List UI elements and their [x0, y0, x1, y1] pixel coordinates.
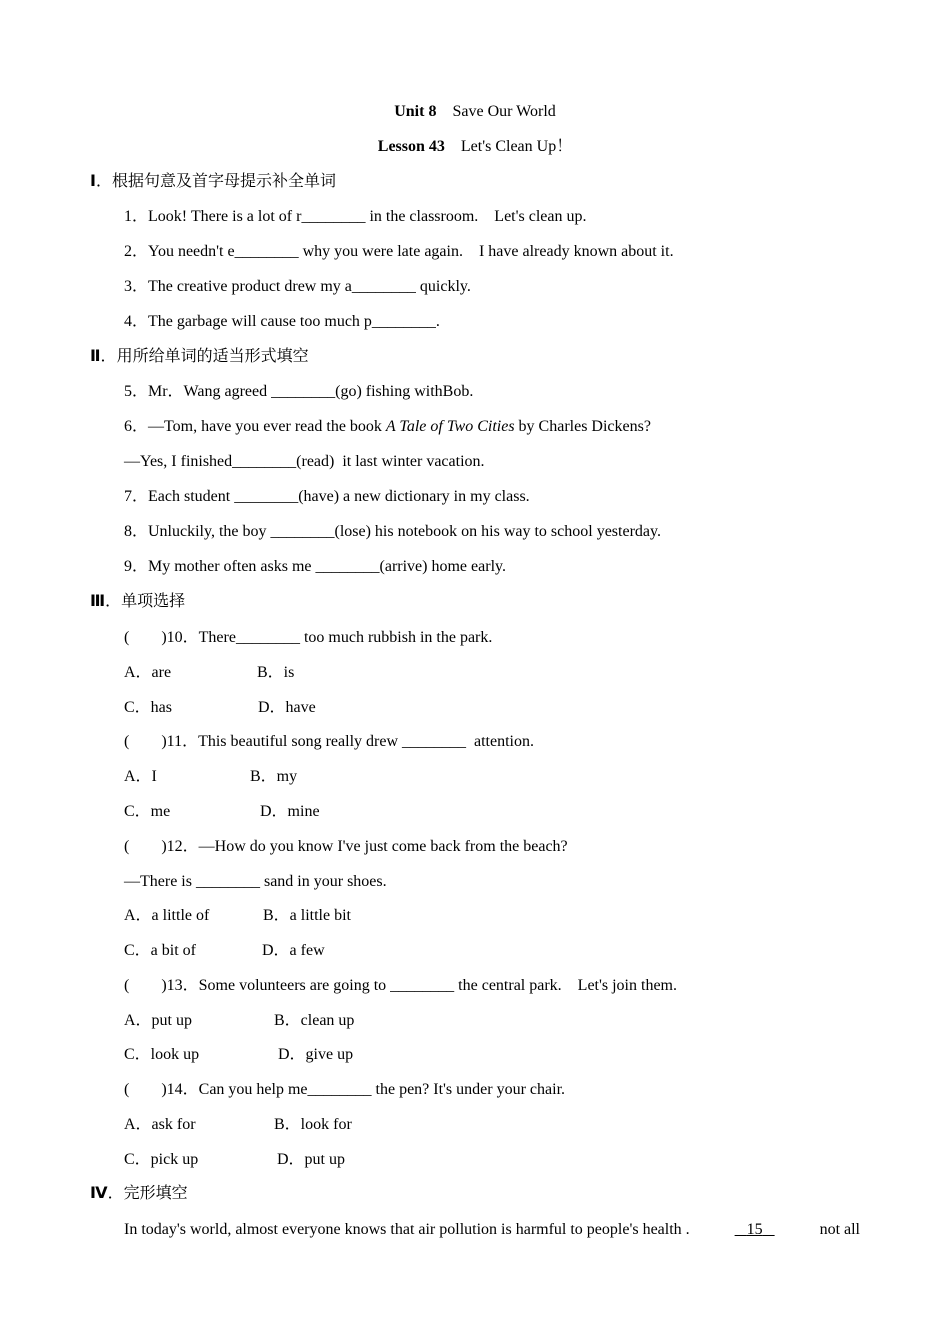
question-4: 4．The garbage will cause too much p________.	[124, 313, 440, 330]
section-1-heading: Ⅰ．根据句意及首字母提示补全单词	[90, 173, 336, 190]
question-2: 2．You needn't e________ why you were late again. I have already known about it.	[124, 243, 674, 260]
question-11-option-b: B．my	[250, 768, 298, 785]
section-2-number: Ⅱ	[90, 348, 101, 365]
cloze-text-post: not all	[819, 1221, 860, 1238]
section-3-number: Ⅲ	[90, 593, 106, 610]
question-13-option-a: A．put up	[124, 1012, 193, 1029]
question-6	[124, 417, 651, 437]
cloze-passage-line	[124, 1220, 860, 1240]
question-11-stem: ( )11．This beautiful song really drew ________ attention.	[124, 733, 534, 750]
question-10-option-d: D．have	[258, 699, 316, 716]
question-14-option-b: B．look for	[274, 1116, 352, 1133]
question-13-option-d: D．give up	[278, 1046, 354, 1063]
question-12-option-c: C．a bit of	[124, 942, 196, 959]
section-4-title: 完形填空	[123, 1185, 188, 1202]
lesson-heading	[0, 137, 950, 157]
question-10-option-c: C．has	[124, 699, 173, 716]
question-13-option-c: C．look up	[124, 1046, 200, 1063]
cloze-blank-number: 15	[746, 1221, 763, 1238]
question-13-option-b: B．clean up	[274, 1012, 355, 1029]
question-14-option-a: A．ask for	[124, 1116, 196, 1133]
question-1: 1．Look! There is a lot of r________ in the classroom. Let's clean up.	[124, 208, 587, 225]
question-5: 5．Mr．Wang agreed ________(go) fishing withBob.	[124, 383, 474, 400]
unit-label: Unit 8	[394, 103, 437, 120]
section-2-heading: Ⅱ．用所给单词的适当形式填空	[90, 348, 309, 365]
question-9: 9．My mother often asks me ________(arrive) home early.	[124, 558, 506, 575]
question-12-option-b: B．a little bit	[263, 907, 351, 924]
lesson-name: Let's Clean Up！	[460, 138, 573, 155]
question-8: 8．Unluckily, the boy ________(lose) his notebook on his way to school yesterday.	[124, 523, 661, 540]
question-12-stem: ( )12．—How do you know I've just come back from the beach?	[124, 838, 568, 855]
question-11-option-a: A．I	[124, 768, 157, 785]
question-6-answer: —Yes, I finished________(read) it last winter vacation.	[124, 453, 485, 470]
question-7: 7．Each student ________(have) a new dictionary in my class.	[124, 488, 530, 505]
section-3-heading: Ⅲ．单项选择	[90, 593, 186, 610]
question-10-option-a: A．are	[124, 664, 172, 681]
section-4-number: Ⅳ	[90, 1185, 108, 1202]
unit-heading	[0, 102, 950, 122]
question-14-stem: ( )14．Can you help me________ the pen? It's under your chair.	[124, 1081, 566, 1098]
cloze-blank-15	[731, 1220, 779, 1240]
question-14-option-c: C．pick up	[124, 1151, 199, 1168]
question-12-stem-2: —There is ________ sand in your shoes.	[124, 873, 387, 890]
section-3-title: 单项选择	[121, 593, 186, 610]
question-10-stem: ( )10．There________ too much rubbish in the park.	[124, 629, 493, 646]
question-13-stem: ( )13．Some volunteers are going to ________ the central park. Let's join them.	[124, 977, 677, 994]
question-12-option-d: D．a few	[262, 942, 325, 959]
section-4-heading: Ⅳ．完形填空	[90, 1185, 188, 1202]
book-title: A Tale of Two Cities	[385, 418, 515, 435]
question-14-option-d: D．put up	[277, 1151, 346, 1168]
section-1-number: Ⅰ	[90, 173, 96, 190]
question-11-option-c: C．me	[124, 803, 171, 820]
unit-name: Save Our World	[452, 103, 556, 120]
question-12-option-a: A．a little of	[124, 907, 210, 924]
section-1-title: 根据句意及首字母提示补全单词	[111, 173, 336, 190]
section-2-title: 用所给单词的适当形式填空	[116, 348, 309, 365]
question-10-option-b: B．is	[257, 664, 295, 681]
question-6-pre: 6．—Tom, have you ever read the book	[124, 418, 386, 435]
lesson-label: Lesson 43	[377, 138, 445, 155]
question-11-option-d: D．mine	[260, 803, 320, 820]
question-3: 3．The creative product drew my a________ quickly.	[124, 278, 471, 295]
question-6-post: by Charles Dickens?	[514, 418, 651, 435]
cloze-text-pre: In today's world, almost everyone knows that air pollution is harmful to people's health .	[124, 1221, 690, 1238]
